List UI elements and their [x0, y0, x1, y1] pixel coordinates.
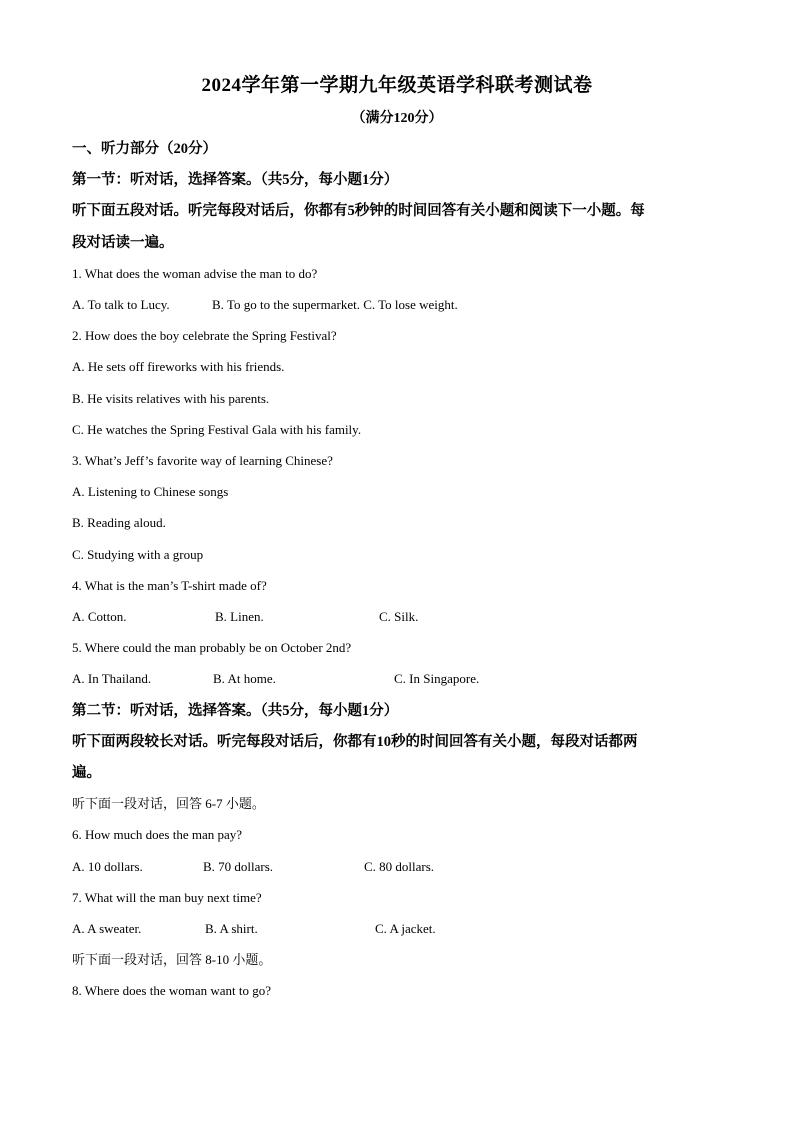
page-subtitle: （满分120分）	[351, 111, 443, 126]
question-6-stem: 6. How much does the man pay?	[72, 827, 243, 842]
question-7-stem: 7. What will the man buy next time?	[72, 890, 262, 905]
question-6-option-a: A. 10 dollars.	[72, 859, 143, 874]
dialog-1-intro: 听下面一段对话，回答 6-7 小题。	[72, 796, 265, 811]
question-5-option-b: B. At home.	[213, 671, 276, 686]
section2-instruction-line2: 遍。	[72, 765, 101, 781]
question-6-option-c: C. 80 dollars.	[364, 859, 435, 874]
question-4-option-a: A. Cotton.	[72, 609, 127, 624]
question-3-stem: 3. What’s Jeff’s favorite way of learning Chinese?	[72, 453, 333, 468]
question-3-option-b: B. Reading aloud.	[72, 515, 166, 530]
question-2-option-a: A. He sets off fireworks with his friends.	[72, 359, 285, 374]
question-5-option-a: A. In Thailand.	[72, 671, 152, 686]
section2-heading: 第二节：听对话，选择答案。（共5分，每小题1分）	[72, 703, 399, 719]
question-2-option-c: C. He watches the Spring Festival Gala with his family.	[72, 422, 362, 437]
section1-heading: 第一节：听对话，选择答案。（共5分，每小题1分）	[72, 172, 399, 188]
question-3-option-a: A. Listening to Chinese songs	[72, 484, 229, 499]
question-6-option-b: B. 70 dollars.	[203, 859, 274, 874]
question-5-stem: 5. Where could the man probably be on October 2nd?	[72, 640, 352, 655]
question-1-options-bc: B. To go to the supermarket. C. To lose weight.	[212, 297, 458, 312]
question-7-option-a: A. A sweater.	[72, 921, 142, 936]
question-1-stem: 1. What does the woman advise the man to do?	[72, 266, 318, 281]
question-4-stem: 4. What is the man’s T-shirt made of?	[72, 578, 267, 593]
question-5-option-c: C. In Singapore.	[394, 671, 480, 686]
page-title: 2024学年第一学期九年级英语学科联考测试卷	[201, 75, 593, 96]
question-7-option-c: C. A jacket.	[375, 921, 436, 936]
question-3-option-c: C. Studying with a group	[72, 547, 204, 562]
section1-instruction-line2: 段对话读一遍。	[72, 235, 174, 251]
question-4-option-b: B. Linen.	[215, 609, 264, 624]
question-4-option-c: C. Silk.	[379, 609, 419, 624]
question-7-option-b: B. A shirt.	[205, 921, 258, 936]
question-8-stem: 8. Where does the woman want to go?	[72, 983, 272, 998]
question-2-stem: 2. How does the boy celebrate the Spring Festival?	[72, 328, 337, 343]
part1-heading: 一、听力部分（20分）	[72, 141, 217, 157]
section2-instruction-line1: 听下面两段较长对话。听完每段对话后，你都有10秒的时间回答有关小题，每段对话都两	[72, 734, 638, 750]
question-2-option-b: B. He visits relatives with his parents.	[72, 391, 270, 406]
section1-instruction-line1: 听下面五段对话。听完每段对话后，你都有5秒钟的时间回答有关小题和阅读下一小题。每	[72, 203, 645, 219]
question-1-option-a: A. To talk to Lucy.	[72, 297, 170, 312]
dialog-2-intro: 听下面一段对话，回答 8-10 小题。	[72, 952, 272, 967]
